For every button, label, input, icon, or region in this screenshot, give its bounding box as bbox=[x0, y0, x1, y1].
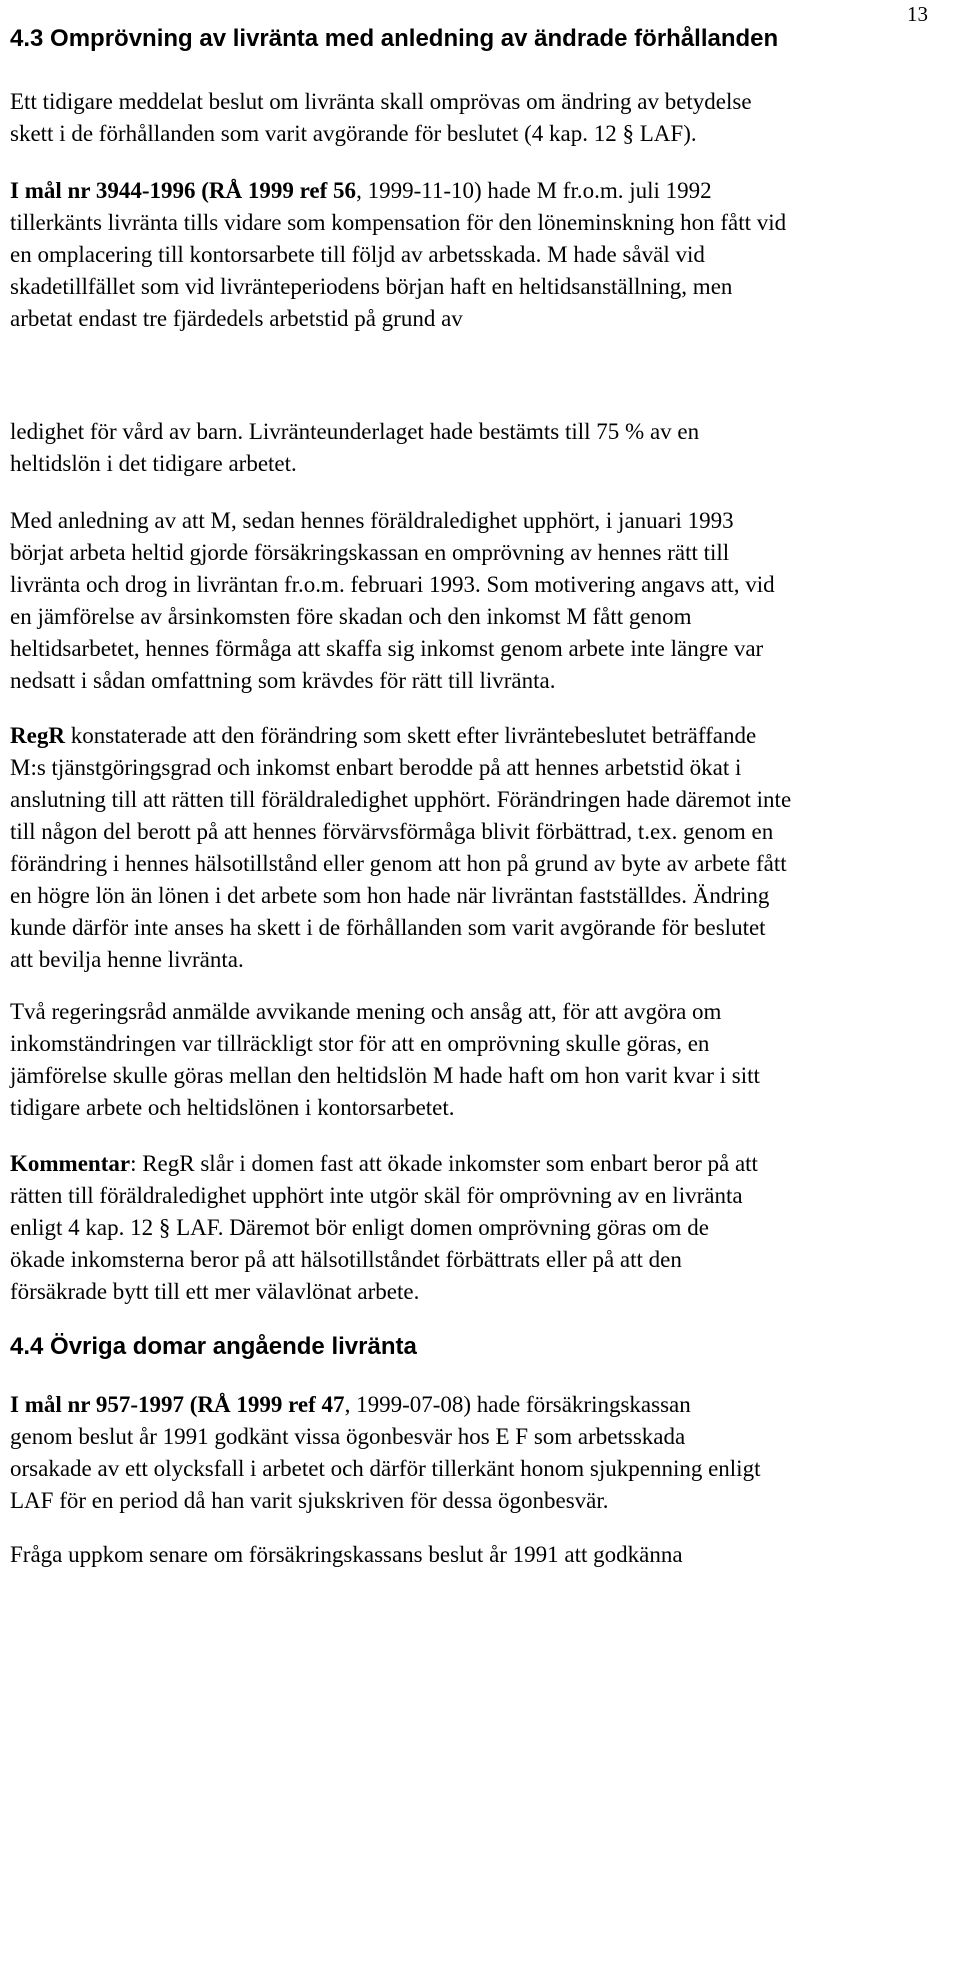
text-line: börjat arbeta heltid gjorde försäkringskassan en omprövning av hennes rätt till bbox=[10, 540, 730, 565]
case-ra-reference: RÅ 1999 ref 47 bbox=[197, 1392, 345, 1417]
text-line: anslutning till att rätten till föräldraledighet upphört. Förändringen hade däremot inte bbox=[10, 787, 792, 812]
text-line: rätten till föräldraledighet upphört inte utgör skäl för omprövning av en livränta bbox=[10, 1183, 743, 1208]
text-line: inkomständringen var tillräckligt stor för att en omprövning skulle göras, en bbox=[10, 1031, 710, 1056]
text-line bbox=[10, 1148, 950, 1180]
case-ra-reference: RÅ 1999 ref 56 bbox=[208, 178, 357, 203]
regr-label: RegR bbox=[10, 723, 65, 748]
text-line: livränta och drog in livräntan fr.o.m. februari 1993. Som motivering angavs att, vid bbox=[10, 572, 775, 597]
text-line: en högre lön än lönen i det arbete som hon hade när livräntan fastställdes. Ändring bbox=[10, 883, 770, 908]
text-line: heltidslön i det tidigare arbetet. bbox=[10, 451, 297, 476]
text-line: försäkrade bytt till ett mer välavlönat arbete. bbox=[10, 1279, 420, 1304]
text-line: till någon del berott på att hennes förvärvsförmåga blivit förbättrad, t.ex. genom en bbox=[10, 819, 774, 844]
text-line: nedsatt i sådan omfattning som krävdes för rätt till livränta. bbox=[10, 668, 556, 693]
text-line: kunde därför inte anses ha skett i de förhållanden som varit avgörande för beslutet bbox=[10, 915, 766, 940]
intro-paragraph bbox=[10, 86, 950, 150]
kommentar-label: Kommentar bbox=[10, 1151, 131, 1176]
text-line: heltidsarbetet, hennes förmåga att skaffa sig inkomst genom arbete inte längre var bbox=[10, 636, 764, 661]
case-reference-line bbox=[10, 1389, 950, 1421]
case-paragraph-3944-1996 bbox=[10, 175, 950, 335]
case-bracket: ( bbox=[195, 178, 209, 203]
case-reference-line bbox=[10, 175, 950, 207]
case-reference-rest: , 1999-07-08) hade försäkringskassan bbox=[344, 1392, 691, 1417]
text-line: M:s tjänstgöringsgrad och inkomst enbart berodde på att hennes arbetstid ökat i bbox=[10, 755, 742, 780]
paragraph-regr bbox=[10, 720, 950, 976]
text-line: en jämförelse av årsinkomsten före skadan och den inkomst M fått genom bbox=[10, 604, 692, 629]
section-heading-4-3: 4.3 Omprövning av livränta med anledning av ändrade förhållanden bbox=[10, 25, 779, 52]
text-line: genom beslut år 1991 godkänt vissa ögonbesvär hos E F som arbetsskada bbox=[10, 1424, 686, 1449]
text-line: orsakade av ett olycksfall i arbetet och därför tillerkänt honom sjukpenning enligt bbox=[10, 1456, 761, 1481]
text-fragment: konstaterade att den förändring som skett efter livräntebeslutet beträffande bbox=[64, 723, 757, 748]
text-line: Med anledning av att M, sedan hennes föräldraledighet upphört, i januari 1993 bbox=[10, 508, 734, 533]
text-line: Två regeringsråd anmälde avvikande mening och ansåg att, för att avgöra om bbox=[10, 999, 722, 1024]
text-line: Ett tidigare meddelat beslut om livränta skall omprövas om ändring av betydelse bbox=[10, 89, 752, 114]
paragraph-fraga bbox=[10, 1539, 950, 1571]
text-line: tillerkänts livränta tills vidare som kompensation för den löneminskning hon fått vid bbox=[10, 210, 787, 235]
text-line bbox=[10, 720, 950, 752]
page-number: 13 bbox=[907, 2, 928, 26]
case-bracket: ( bbox=[184, 1392, 198, 1417]
text-line: skett i de förhållanden som varit avgörande för beslutet (4 kap. 12 § LAF). bbox=[10, 121, 697, 146]
text-line: jämförelse skulle göras mellan den heltidslön M hade haft om hon varit kvar i sitt bbox=[10, 1063, 760, 1088]
case-number: I mål nr 3944-1996 bbox=[10, 178, 196, 203]
case-paragraph-continuation bbox=[10, 416, 950, 480]
paragraph-med-anledning bbox=[10, 505, 950, 697]
case-paragraph-957-1997 bbox=[10, 1389, 950, 1517]
paragraph-kommentar bbox=[10, 1148, 950, 1308]
text-line: ökade inkomsterna beror på att hälsotillståndet förbättrats eller på att den bbox=[10, 1247, 682, 1272]
case-reference-rest: , 1999-11-10) hade M fr.o.m. juli 1992 bbox=[356, 178, 712, 203]
text-line: att bevilja henne livränta. bbox=[10, 947, 244, 972]
text-line: enligt 4 kap. 12 § LAF. Däremot bör enligt domen omprövning göras om de bbox=[10, 1215, 709, 1240]
text-line: LAF för en period då han varit sjukskriven för dessa ögonbesvär. bbox=[10, 1488, 609, 1513]
text-line: ledighet för vård av barn. Livränteunderlaget hade bestämts till 75 % av en bbox=[10, 419, 700, 444]
case-number: I mål nr 957-1997 bbox=[10, 1392, 184, 1417]
text-line: tidigare arbete och heltidslönen i kontorsarbetet. bbox=[10, 1095, 455, 1120]
text-line: Fråga uppkom senare om försäkringskassans beslut år 1991 att godkänna bbox=[10, 1542, 683, 1567]
text-fragment: : RegR slår i domen fast att ökade inkomster som enbart beror på att bbox=[130, 1151, 758, 1176]
text-line: förändring i hennes hälsotillstånd eller genom att hon på grund av byte av arbete fått bbox=[10, 851, 787, 876]
text-line: en omplacering till kontorsarbete till följd av arbetsskada. M hade såväl vid bbox=[10, 242, 705, 267]
text-line: skadetillfället som vid livränteperiodens början haft en heltidsanställning, men bbox=[10, 274, 733, 299]
paragraph-dissent bbox=[10, 996, 950, 1124]
section-heading-4-4: 4.4 Övriga domar angående livränta bbox=[10, 1333, 417, 1360]
text-line: arbetat endast tre fjärdedels arbetstid på grund av bbox=[10, 306, 463, 331]
